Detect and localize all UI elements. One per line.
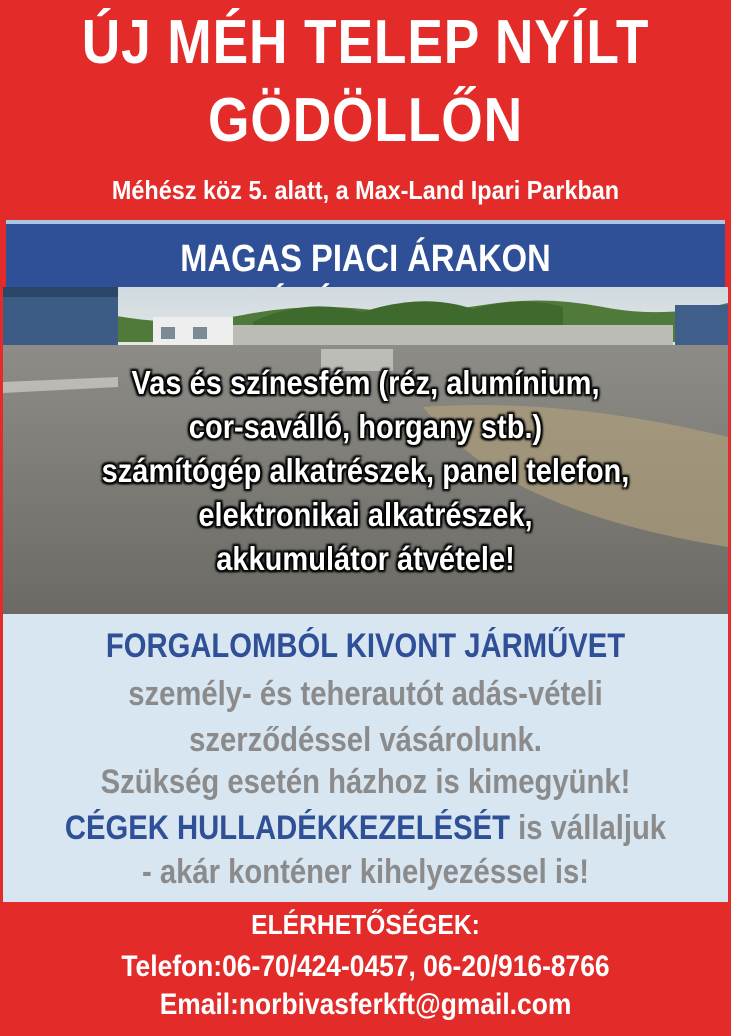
waste-suffix: is vállaljuk	[510, 809, 667, 847]
vehicles-heading: FORGALOMBÓL KIVONT JÁRMŰVET	[105, 627, 626, 665]
purchase-banner-text: MAGAS PIACI ÁRAKON	[180, 238, 551, 280]
purchase-banner	[6, 220, 725, 291]
email-address: Email:norbivasferkft@gmail.com	[159, 988, 572, 1021]
waste-text-line-2: - akár konténer kihelyezéssel is!	[142, 853, 589, 891]
materials-line-5: akkumulátor átvétele!	[216, 540, 515, 577]
scrapyard-photo	[3, 287, 728, 614]
contacts-heading: ELÉRHETŐSÉGEK:	[251, 909, 480, 940]
vehicles-text-line-1: személy- és teherautót adás-vételi	[128, 675, 603, 713]
waste-heading: CÉGEK HULLADÉKKEZELÉSÉT	[64, 809, 511, 847]
headline-line-2: GÖDÖLLŐN	[208, 86, 523, 155]
home-service-text: Szükség esetén házhoz is kimegyünk!	[100, 763, 631, 801]
services-panel	[3, 614, 728, 902]
materials-line-4: elektronikai alkatrészek,	[198, 496, 533, 533]
headline-line-1: ÚJ MÉH TELEP NYÍLT	[81, 8, 650, 77]
waste-management-line	[54, 806, 678, 850]
materials-line-2: cor-saválló, horgany stb.)	[188, 408, 543, 445]
materials-line-1: Vas és színesfém (réz, alumínium,	[131, 364, 600, 401]
materials-line-3: számítógép alkatrészek, panel telefon,	[101, 452, 630, 489]
address-line: Méhész köz 5. alatt, a Max-Land Ipari Parkban	[111, 175, 620, 205]
accepted-materials-list	[3, 361, 728, 581]
phone-numbers: Telefon:06-70/424-0457, 06-20/916-8766	[121, 950, 610, 983]
vehicles-text-line-2: szerződéssel vásárolunk.	[189, 721, 542, 759]
